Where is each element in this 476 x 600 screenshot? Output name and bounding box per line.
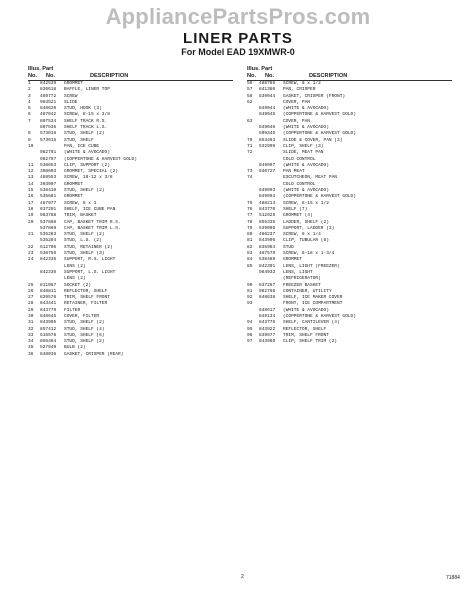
description: FRONT, ICE COMPARTMENT [283,301,343,307]
illus-no: 27 [28,295,34,301]
table-row [247,339,452,345]
part-no: 848620 [40,106,57,112]
illus-no: 18 [28,206,34,212]
illus-no: 31 [28,320,34,326]
illus-no: 29 [28,307,34,313]
table-row [28,352,233,358]
description: (WHITE & AVOCADO) [283,125,329,131]
part-no: 856464 [40,339,57,345]
description: (COPPERTONE & HARVEST GOLD) [283,194,356,200]
part-no: 849097 [259,162,276,168]
description: GROMMET (4) [283,213,313,219]
illus-no: 15 [28,188,34,194]
illus-no: 82 [247,244,253,250]
description: CLIP, SUPPORT (2) [64,162,110,168]
illus-no: 28 [28,301,34,307]
part-no: 487042 [40,112,57,118]
part-no: 488214 [259,200,276,206]
part-no: 839577 [259,332,276,338]
part-no: 849134 [259,313,276,319]
description: STUD, L.S. (2) [64,238,102,244]
illus-no: 32 [28,326,34,332]
description: FREEZER BASKET [283,282,321,288]
part-no: 538489 [259,257,276,263]
description: REFLECTOR, SHELF [64,288,108,294]
part-no: 537868 [40,219,57,225]
illus-no: 23 [28,251,34,257]
part-no: 849044 [259,106,276,112]
header-description: DESCRIPTION [309,73,348,79]
description: COVER, PAN [283,99,311,105]
parts-list-right [247,81,452,345]
description: STUD, SHELF (2) [64,339,105,345]
description: SCREW, 8 x 1/4 [283,232,321,238]
part-no: 849094 [259,194,276,200]
illus-no: 96 [247,332,253,338]
illus-no: 25 [28,282,34,288]
description: LADDER, SHELF (2) [283,219,329,225]
illus-no: 92 [247,295,253,301]
description: GASKET, CRISPER (REAR) [64,351,124,357]
description: (WHITE & AVOCADO) [283,307,329,313]
description: STUD, SHELF [64,137,94,143]
illus-no: 84 [247,257,253,263]
description: GROMMET [64,194,83,200]
description: SHELF TRACK R.S. [64,118,108,124]
part-no: 539005 [259,225,276,231]
part-no: 839576 [40,295,57,301]
header-no2: No. [265,73,275,79]
description: SHELF (7) [283,206,308,212]
description: SCREW, 8 x 1/2 [283,81,321,86]
description: (COPPERTONE & HARVEST GOLD) [283,313,356,319]
description: GROMMET, SPECIAL (2) [64,169,119,175]
part-no: 837201 [40,206,57,212]
description: FILTER [64,307,81,313]
illus-no: 35 [28,345,34,351]
description: TRIM, SHELF FRONT [283,332,329,338]
description: SCREW, 8-18 x 1-3/4 [283,251,335,257]
illus-no: 90 [247,282,253,288]
illus-no: 73 [247,169,253,175]
illus-no: 75 [247,200,253,206]
description: (COPPERTONE & HARVEST GOLD) [64,156,137,162]
description: SCREW, 8 x 1 [64,200,97,206]
part-no: 573016 [40,131,57,137]
illus-no: 19 [28,213,34,219]
description: CAP, BASKET TRIM R.S. [64,219,121,225]
illus-no: 9 [28,137,31,143]
description: CLIP, TUBULAR (6) [283,238,329,244]
description: GROMMET [64,81,83,86]
part-no: 515578 [40,332,57,338]
illus-no: 74 [247,175,253,181]
part-no: 489772 [40,93,57,99]
part-no: 843960 [259,339,276,345]
part-no: 857412 [40,326,57,332]
illus-no: 21 [28,232,34,238]
page-title: LINER PARTS [183,30,293,47]
part-no: 535263 [40,232,57,238]
description: (COPPERTONE & HARVEST GOLD) [283,131,356,137]
illus-no: 93 [247,301,253,307]
part-no: 842391 [259,263,276,269]
model-subtitle: For Model EAD 19XMWR-0 [181,47,295,57]
part-no: 848645 [40,313,57,319]
description: SUPPORT, L.S. LIGHT [64,269,116,275]
illus-no: 10 [28,143,34,149]
part-no: 848036 [40,351,57,357]
description: STUD, SHELF (2) [64,188,105,194]
illus-no: 72 [247,150,253,156]
part-no: 843905 [40,320,57,326]
description: TRIM, BASKET [64,213,97,219]
part-no: 532998 [259,143,276,149]
description: COVER, PAN [283,118,311,124]
part-no: 538410 [40,188,57,194]
description: COLD CONTROL [283,156,316,162]
illus-no: 30 [28,313,34,319]
description: SCREW, 8-15 x 1/2 [283,200,329,206]
part-no: 842335 [40,257,57,263]
description: STUD, SHELF (2) [64,232,105,238]
description: ESCUTCHEON, MEAT PAN [283,175,338,181]
part-no: 840727 [259,169,276,175]
description: GASKET, CRISPER (FRONT) [283,93,346,99]
description: STUD, RETAINER (2) [64,244,113,250]
part-no: 488785 [259,81,276,86]
illus-no: 7 [28,118,31,124]
description: REFLECTOR, SHELF [283,326,327,332]
illus-no: 13 [28,175,34,181]
part-no: 537869 [40,225,57,231]
page-number: 2 [241,574,244,580]
part-no: 848811 [40,288,57,294]
description: PAN, ICE CUBE [64,143,100,149]
description: LENS, LIGHT [283,269,313,275]
part-no: 842336 [40,269,57,275]
illus-no: 4 [28,99,31,105]
part-no: 849045 [259,112,276,118]
illus-no: 5 [28,106,31,112]
part-no: 841380 [259,87,276,93]
description: SHELF, CANTILEVER (4) [283,320,340,326]
illus-no: 16 [28,194,34,200]
illus-no: 97 [247,339,253,345]
description: STUD, HOOK (3) [64,106,102,112]
description: CONTAINER, UTILITY [283,288,332,294]
illus-no: 56 [247,81,253,86]
illus-no: 91 [247,288,253,294]
description: SHELF TRACK L.S. [64,125,108,131]
part-no: 538653 [40,162,57,168]
illus-no: 3 [28,93,31,99]
part-no: 573015 [40,137,57,143]
description: SLIDE [64,99,78,105]
illus-no: 33 [28,332,34,338]
parts-list-left [28,81,233,358]
description: SUPPORT, LADDER (3) [283,225,335,231]
description: (WHITE & AVOCADO) [283,188,329,194]
illus-no: 14 [28,181,34,187]
header-illus-part: Illus. Part [247,66,273,72]
description: (WHITE & AVOCADO) [64,150,110,156]
part-no: 984933 [259,269,276,275]
illus-no: 71 [247,143,253,149]
part-no: 835964 [259,244,276,250]
part-no: 837267 [259,282,276,288]
part-no: 843441 [40,301,57,307]
illus-no: 20 [28,219,34,225]
illus-no: 80 [247,232,253,238]
description: LENS (2) [64,276,86,282]
part-no: 843906 [259,238,276,244]
part-no: 807535 [40,125,57,131]
description: GROMMET [283,257,302,263]
header-no: No. [247,73,257,79]
illus-no: 6 [28,112,31,118]
illus-no: 8 [28,131,31,137]
description: SHELF, ICE MAKER COVER [283,295,343,301]
illus-no: 78 [247,219,253,225]
header-no2: No. [46,73,56,79]
part-no: 512925 [259,213,276,219]
part-no: 486237 [259,232,276,238]
description: STUD, SHELF (2) [64,131,105,137]
description: RETAINER, FILTER [64,301,108,307]
header-no: No. [28,73,38,79]
description: SUPPORT, R.S. LIGHT [64,257,116,263]
description: BULB (2) [64,345,86,351]
description: COLD CONTROL [283,181,316,187]
description: COVER, FILTER [64,313,100,319]
part-no: 843770 [259,206,276,212]
part-no: 538756 [40,251,57,257]
illus-no: 22 [28,244,34,250]
description: SLIDE, MEAT PAN [283,150,324,156]
illus-no: 34 [28,339,34,345]
parts-column-left [28,66,233,358]
illus-no: 79 [247,225,253,231]
part-no: 487977 [40,200,57,206]
description: SLIDE & COVER, PAN (3) [283,137,343,143]
part-no: 843922 [259,326,276,332]
part-no: 308603 [40,169,57,175]
description: PAN MEAT [283,169,305,175]
description: (COPPERTONE & HARVEST GOLD) [283,112,356,118]
part-no: 983788 [40,213,57,219]
description: STUD, SHELF (3) [64,251,105,257]
illus-no: 17 [28,200,34,206]
description: STUD, SHELF (2) [64,320,105,326]
part-no: 843776 [259,320,276,326]
document-code: 71884 [446,575,460,581]
illus-no: 24 [28,257,34,263]
illus-no: 58 [247,93,253,99]
illus-no: 70 [247,137,253,143]
part-no: 982766 [259,288,276,294]
illus-no: 95 [247,326,253,332]
part-no: 843779 [40,307,57,313]
description: TRIM, SHELF FRONT [64,295,110,301]
part-no: 849046 [259,125,276,131]
description: PAN, CRISPER [283,87,316,93]
description: (WHITE & AVOCADO) [283,106,329,112]
illus-no: 76 [247,206,253,212]
parts-column-right [247,66,452,345]
part-no: 848638 [259,295,276,301]
column-header [247,66,452,81]
part-no: 535681 [40,194,57,200]
part-no: 811067 [40,282,57,288]
part-no: 535264 [40,238,57,244]
description: LENS, LIGHT (FREEZER) [283,263,340,269]
description: STUD, SHELF (6) [64,332,105,338]
description: SOCKET (2) [64,282,92,288]
illus-no: 36 [28,351,34,357]
part-no: 848617 [259,307,276,313]
description: GROMMET [64,181,83,187]
part-no: 303007 [40,181,57,187]
description: SCREW, 8-15 x 3/8 [64,112,110,118]
header-rule [247,80,452,81]
illus-no: 2 [28,87,31,93]
description: (REFRIGERATOR) [283,276,321,282]
part-no: 527949 [40,345,57,351]
illus-no: 11 [28,162,34,168]
part-no: 512706 [40,244,57,250]
description: (WHITE & AVOCADO) [283,162,329,168]
part-no: 983521 [40,99,57,105]
header-illus-part: Illus. Part [28,66,54,72]
watermark: AppliancePartsPros.com [105,4,371,29]
part-no: 487579 [259,251,276,257]
illus-no: 81 [247,238,253,244]
illus-no: 57 [247,87,253,93]
part-no: 982797 [40,156,57,162]
column-header [28,66,233,81]
description: CLIP, SHELF TRIM (2) [283,339,338,345]
illus-no: 62 [247,99,253,105]
description: LENS (2) [64,263,86,269]
illus-no: 26 [28,288,34,294]
part-no: 849093 [259,188,276,194]
part-no: 836618 [40,87,57,93]
description: BAFFLE, LINER TOP [64,87,110,93]
part-no: 488553 [40,175,57,181]
description: SCREW [64,93,78,99]
header-rule [28,80,233,81]
illus-no: 1 [28,81,31,86]
part-no: 839044 [259,93,276,99]
illus-no: 83 [247,251,253,257]
illus-no: 94 [247,320,253,326]
illus-no: 12 [28,169,34,175]
part-no: 842539 [40,81,57,86]
description: SHELF, ICE CUBE PAN [64,206,116,212]
description: CLIP, SHELF (3) [283,143,324,149]
part-no: 509345 [259,131,276,137]
description: SCREW, 10-12 x 3/8 [64,175,113,181]
illus-no: 85 [247,263,253,269]
part-no: 807534 [40,118,57,124]
part-no: 982791 [40,150,57,156]
header-description: DESCRIPTION [90,73,129,79]
part-no: 855335 [259,219,276,225]
description: STUD [283,244,294,250]
description: STUD, SHELF (4) [64,326,105,332]
illus-no: 63 [247,118,253,124]
part-no: 854463 [259,137,276,143]
description: CAP, BASKET TRIM L.S. [64,225,121,231]
illus-no: 77 [247,213,253,219]
